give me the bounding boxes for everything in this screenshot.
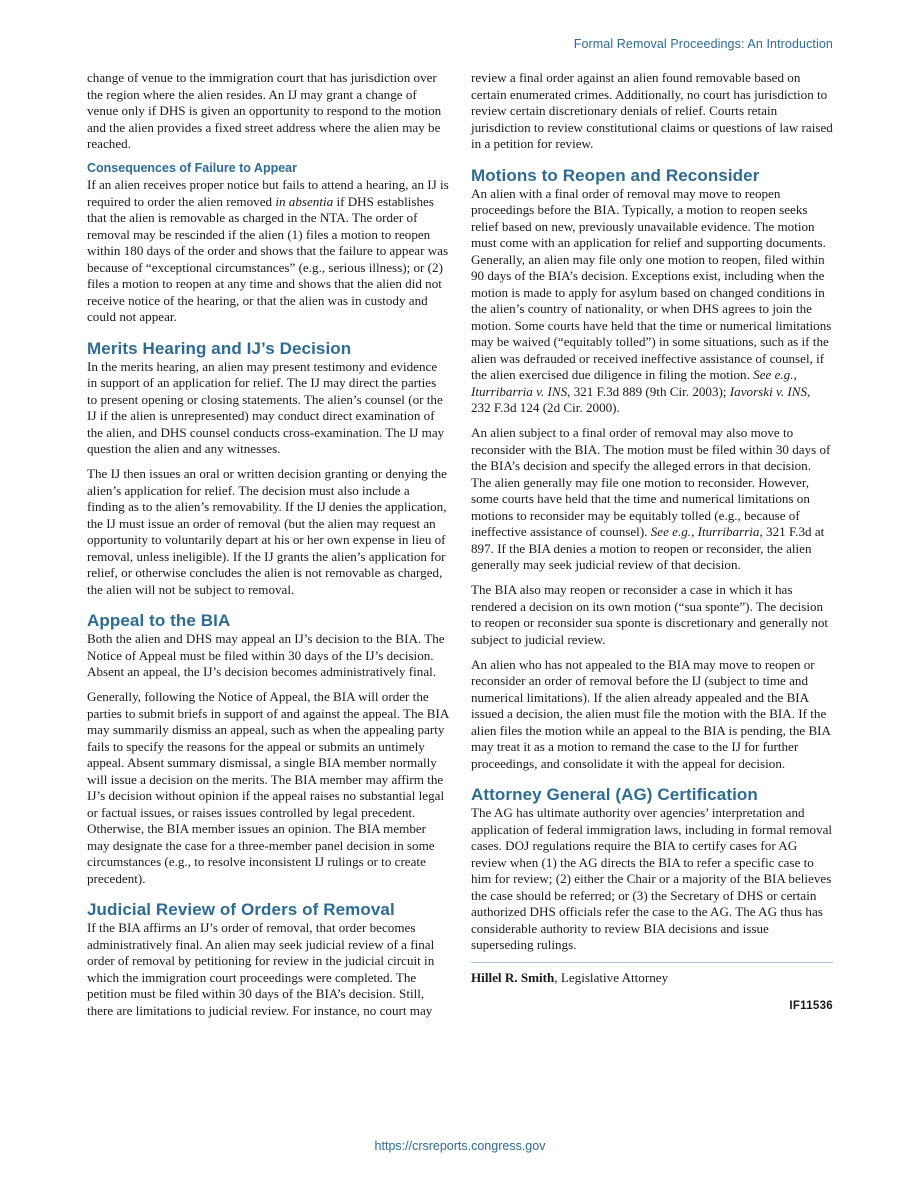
motions-paragraph-3: The BIA also may reopen or reconsider a case in which it has rendered a decision on its own motion (“sua sponte”). The decision to reopen or reconsider sua sponte is discretionary and generally not subject to judicial review.	[471, 582, 829, 647]
appeal-paragraph-1: Both the alien and DHS may appeal an IJ’s decision to the BIA. The Notice of Appeal must be filed within 30 days of the IJ’s decision. Absent an appeal, the IJ’s decision becomes administratively final.	[87, 631, 445, 679]
appeal-paragraph-2: Generally, following the Notice of Appeal, the BIA will order the parties to submit briefs in support of and against the appeal. The BIA may summarily dismiss an appeal, such as when the appealing party fails to specify the reasons for the appeal or submits an untimely appeal. Absent summary dismissal, a single BIA member normally will issue a decision on the merits. The BIA member may affirm the IJ’s decision without opinion if the appeal raises no substantial legal or factual issues, or raises issues controlled by legal precedent. Otherwise, the BIA member issues an opinion. The BIA member may designate the case for a three-member panel decision in some circumstances (e.g., to resolve inconsistent IJ rulings or to create precedent).	[87, 689, 449, 886]
author-name: Hillel R. Smith	[471, 969, 555, 985]
author-title: , Legislative Attorney	[554, 969, 669, 985]
footer-url[interactable]: https://crsreports.congress.gov	[374, 1139, 546, 1153]
judicial-review-heading: Judicial Review of Orders of Removal	[87, 900, 395, 919]
merits-paragraph-1: In the merits hearing, an alien may present testimony and evidence in support of an application for relief. The IJ may direct the parties to present opening or closing statements. The alien’s counsel (or the IJ if the alien is unrepresented) may conduct direct examination of the alien, and DHS counsel conducts cross-examination. The IJ may question the alien and any witnesses.	[87, 358, 445, 456]
motions-heading: Motions to Reopen and Reconsider	[471, 165, 760, 185]
consequences-paragraph: If an alien receives proper notice but fails to attend a hearing, an IJ is required to order the alien removed in absentia if DHS establishes that the alien is removable as charged in the NTA. The order of removal may be rescinded if the alien (1) files a motion to reopen within 180 days of the order and shows that the failure to appear was because of “exceptional circumstances” (e.g., serious illness); or (2) files a motion to reopen at any time and shows that the alien did not receive notice of the hearing, or that the alien was in custody and could not appear.	[87, 177, 449, 324]
running-header: Formal Removal Proceedings: An Introduction	[573, 37, 833, 51]
motions-paragraph-2: An alien subject to a final order of removal may also move to reconsider with the BIA. The motion must be filed within 30 days of the BIA’s decision and specify the alleged errors in that decision. The alien generally may file one motion to reconsider. However, some courts have held that the time and numerical limitations on motions to reconsider may be equitably tolled (e.g., because of ineffective assistance of counsel). See e.g., Iturribarria, 321 F.3d at 897. If the BIA denies a motion to reopen or reconsider, the alien generally may seek judicial review of that decision.	[471, 425, 831, 572]
motions-paragraph-1: An alien with a final order of removal may move to reopen proceedings before the BIA. Typically, a motion to reopen seeks relief based on new, previously unavailable evidence. The motion must come with an application for relief and supporting documents. Generally, an alien may file only one motion to reopen, filed within 90 days of the BIA’s decision. Exceptions exist, including when the motion is made to apply for asylum based on changed conditions in the alien’s country of nationality, or when DHS agrees to join the motion. Some courts have held that the time or numerical limitations may be waived (“equitably tolled”) in some situations, such as if the alien was defrauded or received ineffective assistance of counsel, if the alien exercised due diligence in filing the motion. See e.g., Iturribarria v. INS, 321 F.3d 889 (9th Cir. 2003); Iavorski v. INS, 232 F.3d 124 (2d Cir. 2000).	[471, 185, 832, 415]
ag-certification-heading: Attorney General (AG) Certification	[471, 785, 758, 804]
appeal-heading: Appeal to the BIA	[87, 611, 231, 630]
merits-heading: Merits Hearing and IJ’s Decision	[87, 338, 352, 358]
product-id: IF11536	[789, 1000, 833, 1012]
judicial-review-paragraph: If the BIA affirms an IJ’s order of removal, that order becomes administratively final. An alien may seek judicial review of a final order of removal by petitioning for review in the judicial circuit in which the immigration court proceedings were completed. The petition must be filed within 30 days of the BIA’s decision. Still, there are limitations to judicial review. For instance, no court may	[87, 920, 435, 1018]
review-paragraph: review a final order against an alien found removable based on certain enumerated crimes. Additionally, no court has jurisdiction to review certain discretionary denials of relief. Courts retain jurisdiction to review constitutional claims or questions of law raised in a petition for review.	[471, 70, 833, 151]
author-line	[471, 970, 833, 987]
author-divider	[471, 962, 833, 963]
right-column	[471, 70, 833, 1015]
ag-certification-paragraph: The AG has ultimate authority over agencies’ interpretation and application of federal immigration laws, including in formal removal cases. DOJ regulations require the BIA to certify cases for AG review when (1) the AG directs the BIA to refer a specific case to him for review; (2) either the Chair or a majority of the BIA believes the case should be referred; or (3) the Secretary of DHS or certain authorized DHS officials refer the case to the AG. The AG thus has considerable authority to review BIA decisions and issue superseding rulings.	[471, 805, 833, 952]
consequences-heading: Consequences of Failure to Appear	[87, 161, 297, 175]
left-column	[87, 70, 449, 1019]
venue-paragraph: change of venue to the immigration court that has jurisdiction over the region where the alien resides. An IJ may grant a change of venue only if DHS is given an opportunity to respond to the motion and the alien provides a fixed street address where the alien may be reached.	[87, 70, 442, 151]
merits-paragraph-2: The IJ then issues an oral or written decision granting or denying the alien’s application for relief. The decision must also include a finding as to the alien’s removability. If the IJ denies the application, the IJ must issue an order of removal (but the alien may request an opportunity to voluntarily depart at his or her own expense in lieu of removal, unless ineligible). If the IJ grants the alien’s application for relief, or otherwise concludes the alien is not removable as charged, the alien will not be subject to removal.	[87, 466, 447, 597]
motions-paragraph-4: An alien who has not appealed to the BIA may move to reopen or reconsider an order of removal before the IJ (subject to time and numerical limitations). If the alien already appealed and the BIA issued a decision, the alien must file the motion with the BIA. If the alien files the motion while an appeal to the BIA is pending, the BIA may treat it as a motion to remand the case to the IJ for further proceedings, and consolidate it with the appeal for decision.	[471, 656, 831, 771]
